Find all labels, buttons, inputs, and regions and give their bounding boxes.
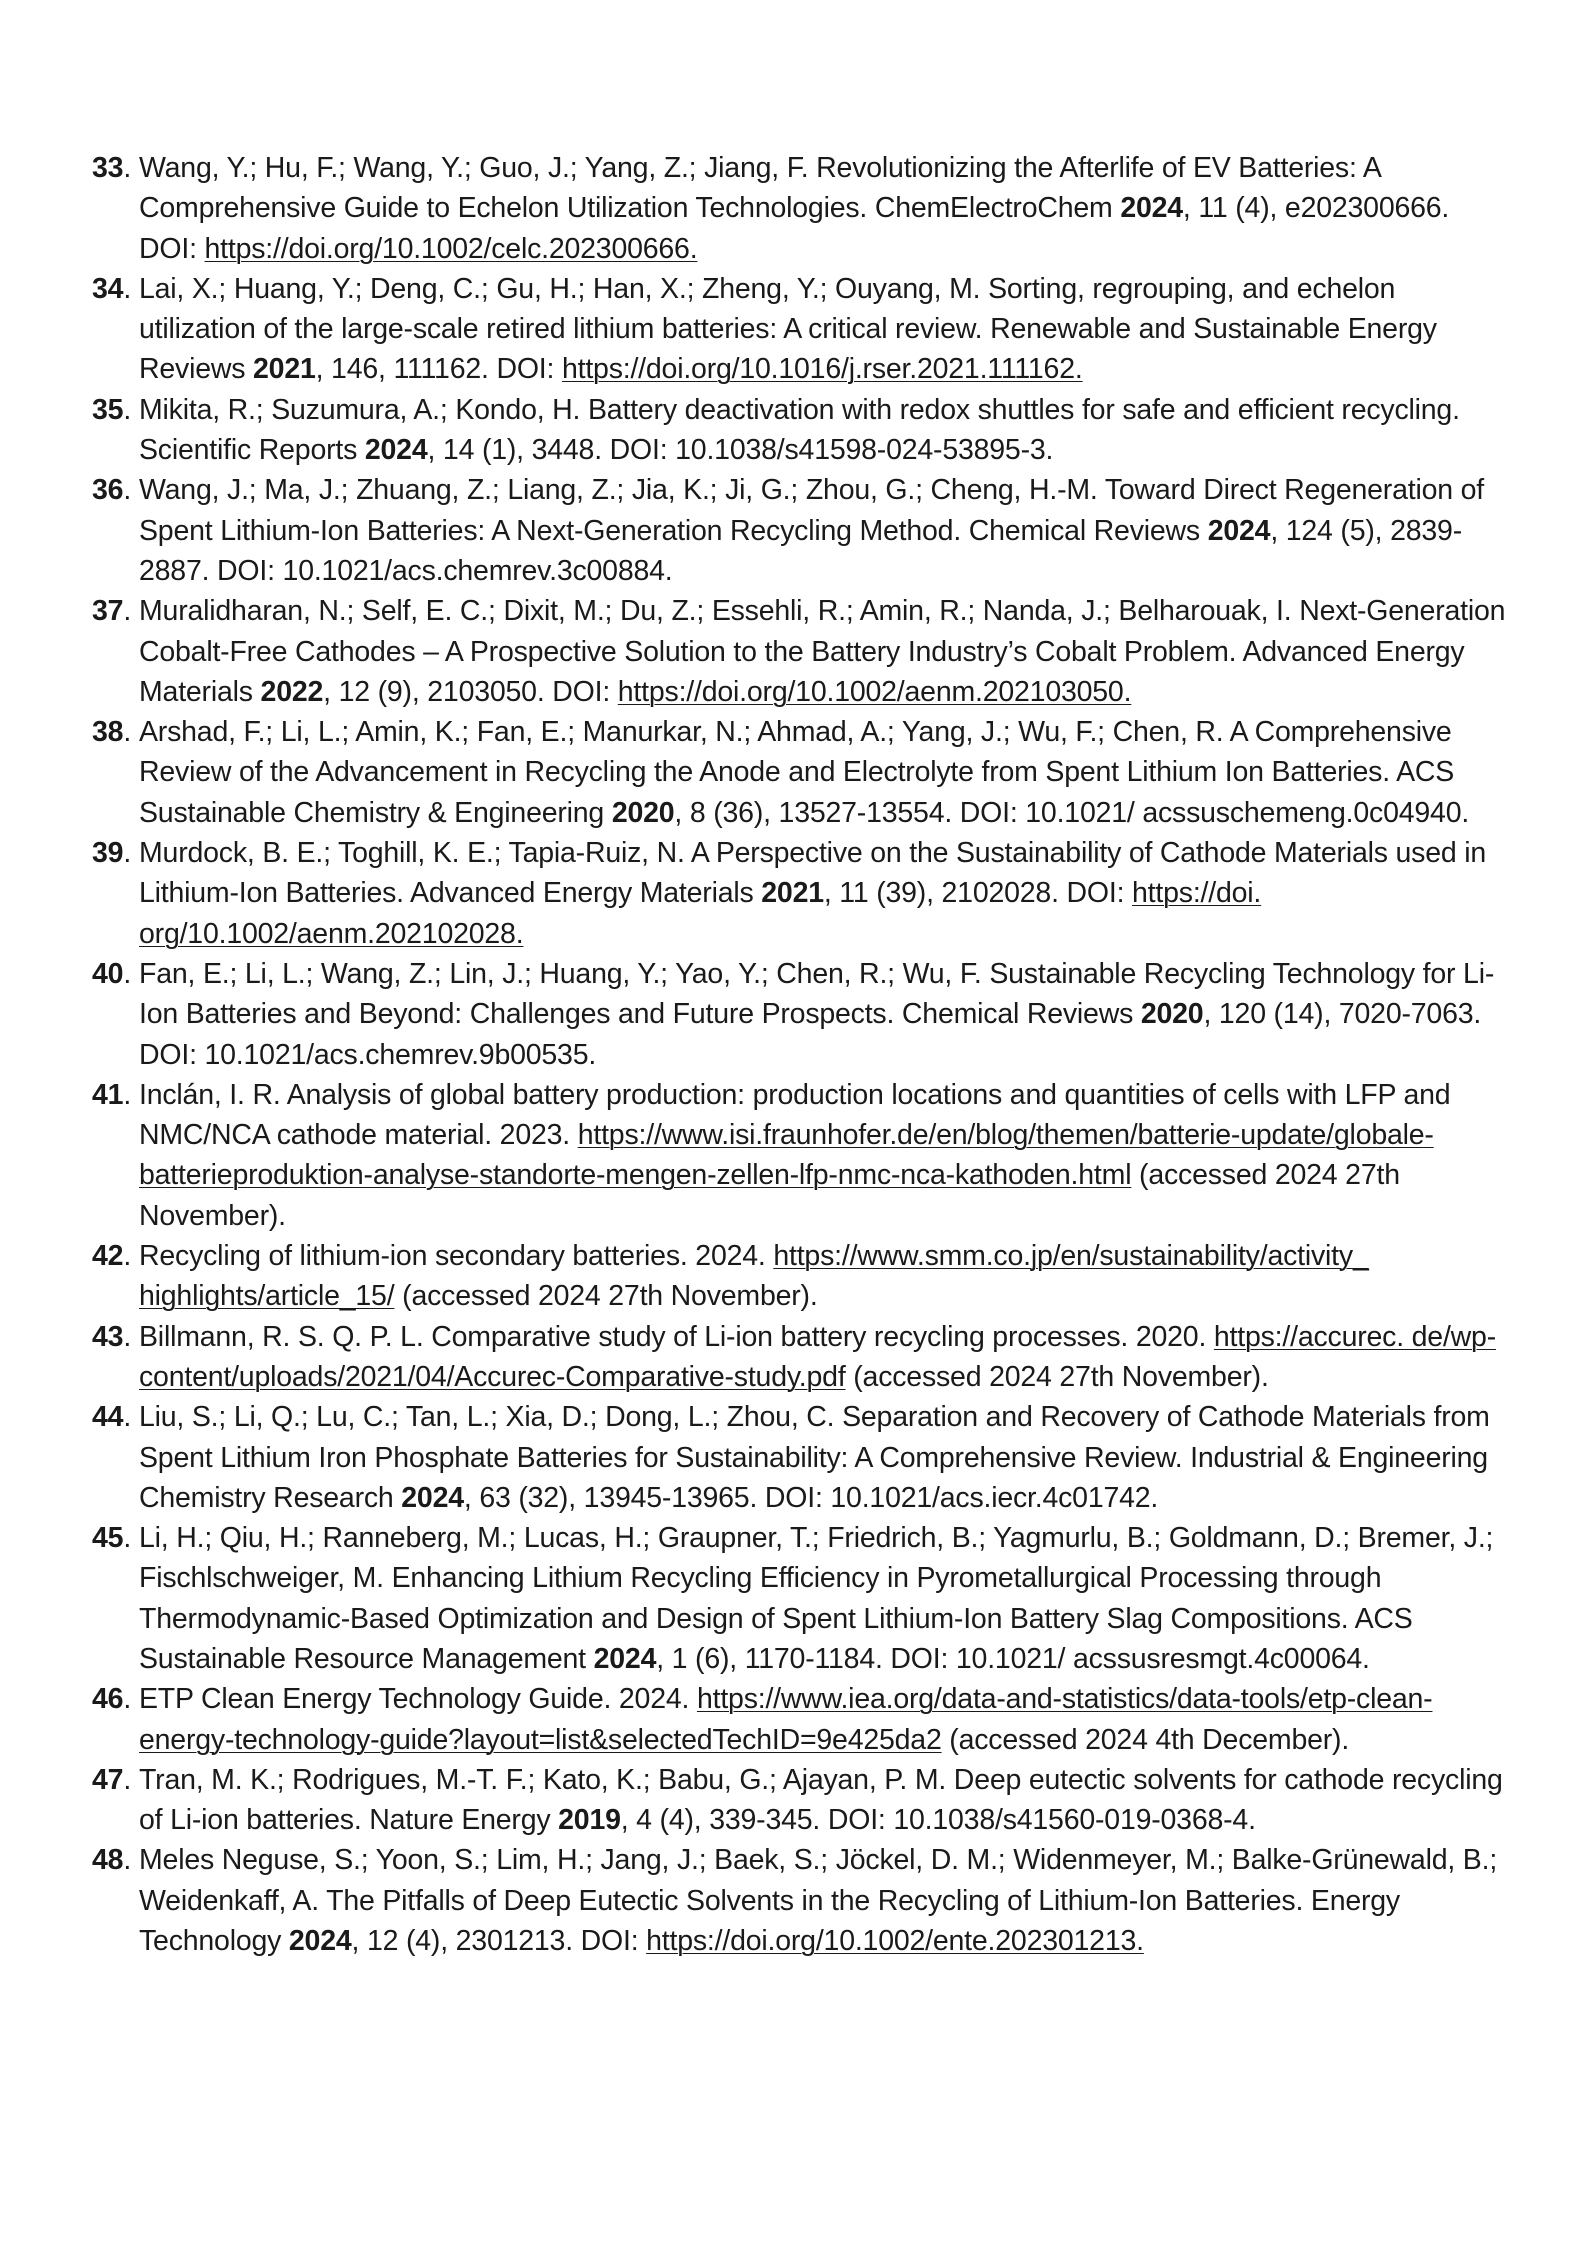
reference-text: Mikita, R.; Suzumura, A.; Kondo, H. Battery deactivation with redox shuttles for safe and efficient recycling. Scientific Reports	[139, 393, 1460, 467]
reference-text: Wang, J.; Ma, J.; Zhuang, Z.; Liang, Z.; Jia, K.; Ji, G.; Zhou, G.; Cheng, H.-M. Toward Direct Regeneration of Spent Lithium-Ion Batteries: A Next-Generation Recycling Method. Chemical Reviews	[139, 474, 1484, 547]
reference-number: 38.	[92, 716, 132, 749]
reference-number: 47.	[92, 1763, 132, 1796]
reference-year: 2020	[611, 796, 675, 829]
reference-details: , 11 (39), 2102028. DOI:	[823, 877, 1133, 910]
reference-text: Recycling of lithium-ion secondary batteries. 2024.	[139, 1240, 774, 1273]
reference-accessed: (accessed 2024 4th December).	[941, 1723, 1350, 1756]
reference-item	[92, 1075, 1512, 1236]
reference-list	[92, 148, 1512, 1961]
reference-item	[92, 833, 1512, 954]
reference-text: Arshad, F.; Li, L.; Amin, K.; Fan, E.; Manurkar, N.; Ahmad, A.; Yang, J.; Wu, F.; Chen, R. A Comprehensive Review of the Advancement in Recycling the Anode and Electrolyte from Spent Lithium Ion Batteries. ACS Sustainable Chemistry & Engineering	[139, 716, 1455, 829]
reference-number: 48.	[92, 1844, 132, 1877]
reference-text: Muralidharan, N.; Self, E. C.; Dixit, M.; Du, Z.; Essehli, R.; Amin, R.; Nanda, J.; Belharouak, I. Next-Generation Cobalt-Free Cathodes – A Prospective Solution to the Battery Industry’s Cobalt Problem. Advanced Energy Materials	[139, 595, 1506, 708]
reference-text: ETP Clean Energy Technology Guide. 2024.	[139, 1683, 697, 1716]
reference-number: 41.	[92, 1078, 132, 1111]
reference-link[interactable]: https://doi. org/10.1002/aenm.202102028.	[139, 877, 1262, 950]
reference-number: 39.	[92, 837, 132, 870]
reference-number: 43.	[92, 1320, 132, 1353]
reference-link[interactable]: https://doi.org/10.1002/aenm.202103050.	[617, 675, 1132, 708]
reference-item	[92, 1236, 1512, 1317]
reference-item	[92, 470, 1512, 591]
reference-number: 44.	[92, 1401, 132, 1434]
reference-item	[92, 1760, 1512, 1841]
reference-number: 46.	[92, 1683, 132, 1716]
reference-year: 2019	[558, 1804, 621, 1837]
reference-year: 2021	[253, 353, 316, 386]
reference-text: Tran, M. K.; Rodrigues, M.-T. F.; Kato, K.; Babu, G.; Ajayan, P. M. Deep eutectic solvents for cathode recycling of Li-ion batteries. Nature Energy	[139, 1763, 1503, 1837]
reference-accessed: (accessed 2024 27th November).	[394, 1280, 818, 1313]
reference-year: 2021	[761, 877, 824, 910]
reference-details: , 11 (4), e202300666. DOI:	[139, 192, 1450, 265]
reference-accessed: (accessed 2024 27th November).	[139, 1159, 1400, 1232]
reference-text: Billmann, R. S. Q. P. L. Comparative study of Li-ion battery recycling processes. 2020.	[139, 1320, 1214, 1353]
reference-year: 2024	[1120, 192, 1183, 225]
reference-year: 2020	[1140, 998, 1204, 1031]
reference-item	[92, 269, 1512, 390]
reference-item	[92, 1840, 1512, 1961]
reference-details: , 8 (36), 13527-13554. DOI: 10.1021/ acssuschemeng.0c04940.	[674, 796, 1470, 829]
reference-details: , 12 (4), 2301213. DOI:	[351, 1925, 647, 1958]
reference-item	[92, 390, 1512, 471]
reference-number: 37.	[92, 595, 132, 628]
reference-number: 34.	[92, 272, 132, 305]
reference-item	[92, 1397, 1512, 1518]
reference-year: 2024	[364, 434, 428, 467]
reference-link[interactable]: https://accurec. de/wp-content/uploads/2021/04/Accurec-Comparative-study.pdf	[139, 1320, 1497, 1393]
reference-text: Fan, E.; Li, L.; Wang, Z.; Lin, J.; Huang, Y.; Yao, Y.; Chen, R.; Wu, F. Sustainable Recycling Technology for Li-Ion Batteries and Beyond: Challenges and Future Prospects. Chemical Reviews	[139, 957, 1495, 1031]
reference-item	[92, 954, 1512, 1075]
reference-details: , 12 (9), 2103050. DOI:	[323, 675, 618, 708]
reference-details: , 146, 111162. DOI:	[315, 353, 562, 386]
reference-details: , 120 (14), 7020-7063. DOI: 10.1021/acs.chemrev.9b00535.	[139, 998, 1482, 1071]
reference-number: 45.	[92, 1522, 132, 1555]
reference-details: , 14 (1), 3448. DOI: 10.1038/s41598-024-53895-3.	[427, 434, 1054, 467]
reference-details: , 1 (6), 1170-1184. DOI: 10.1021/ acssusresmgt.4c00064.	[656, 1642, 1370, 1675]
reference-text: Wang, Y.; Hu, F.; Wang, Y.; Guo, J.; Yang, Z.; Jiang, F. Revolutionizing the Afterlife of EV Batteries: A Comprehensive Guide to Echelon Utilization Technologies. ChemElectroChem	[139, 152, 1381, 225]
reference-text: Murdock, B. E.; Toghill, K. E.; Tapia-Ruiz, N. A Perspective on the Sustainability of Cathode Materials used in Lithium-Ion Batteries. Advanced Energy Materials	[139, 837, 1487, 910]
reference-number: 40.	[92, 957, 132, 990]
reference-item	[92, 1317, 1512, 1398]
reference-text: Inclán, I. R. Analysis of global battery production: production locations and quantities of cells with LFP and NMC/NCA cathode material. 2023.	[139, 1078, 1451, 1152]
reference-number: 36.	[92, 474, 132, 507]
reference-text: Lai, X.; Huang, Y.; Deng, C.; Gu, H.; Han, X.; Zheng, Y.; Ouyang, M. Sorting, regrouping, and echelon utilization of the large-scale retired lithium batteries: A critical review. Renewable and Sustainable Energy Reviews	[139, 272, 1437, 386]
reference-link[interactable]: https://doi.org/10.1002/ente.202301213.	[646, 1925, 1144, 1958]
reference-year: 2024	[593, 1642, 657, 1675]
reference-details: , 4 (4), 339-345. DOI: 10.1038/s41560-019-0368-4.	[620, 1804, 1256, 1837]
reference-item	[92, 712, 1512, 833]
reference-text: Meles Neguse, S.; Yoon, S.; Lim, H.; Jang, J.; Baek, S.; Jöckel, D. M.; Widenmeyer, M.; Balke-Grünewald, B.; Weidenkaff, A. The Pitfalls of Deep Eutectic Solvents in the Recycling of Lithium-Ion Batteries. Energy Technology	[139, 1844, 1498, 1958]
reference-year: 2024	[401, 1481, 464, 1514]
reference-item	[92, 1518, 1512, 1679]
reference-number: 42.	[92, 1240, 132, 1273]
reference-year: 2022	[260, 675, 324, 708]
reference-number: 33.	[92, 152, 132, 184]
reference-link[interactable]: https://doi.org/10.1016/j.rser.2021.111162.	[561, 353, 1083, 386]
reference-item	[92, 148, 1512, 269]
reference-year: 2024	[288, 1925, 352, 1958]
reference-number: 35.	[92, 393, 132, 426]
reference-link[interactable]: https://www.iea.org/data-and-statistics/data-tools/etp-clean-energy-technology-guide?layout=list&selectedTechID=9e425da2	[139, 1683, 1433, 1756]
reference-year: 2024	[1207, 514, 1271, 547]
reference-accessed: (accessed 2024 27th November).	[845, 1360, 1269, 1393]
reference-item	[92, 591, 1512, 712]
reference-details: , 63 (32), 13945-13965. DOI: 10.1021/acs.iecr.4c01742.	[463, 1481, 1159, 1514]
reference-text: Li, H.; Qiu, H.; Ranneberg, M.; Lucas, H.; Graupner, T.; Friedrich, B.; Yagmurlu, B.; Goldmann, D.; Bremer, J.; Fischlschweiger, M. Enhancing Lithium Recycling Efficiency in Pyrometallurgical Processing through Thermodynamic-Based Optimization and Design of Spent Lithium-Ion Battery Slag Compositions. ACS Sustainable Resource Management	[139, 1522, 1494, 1675]
reference-text: Liu, S.; Li, Q.; Lu, C.; Tan, L.; Xia, D.; Dong, L.; Zhou, C. Separation and Recovery of Cathode Materials from Spent Lithium Iron Phosphate Batteries for Sustainability: A Comprehensive Review. Industrial & Engineering Chemistry Research	[139, 1401, 1490, 1514]
reference-link[interactable]: https://www.smm.co.jp/en/sustainability/activity_ highlights/article_15/	[139, 1240, 1369, 1313]
reference-item	[92, 1679, 1512, 1760]
reference-details: , 124 (5), 2839-2887. DOI: 10.1021/acs.chemrev.3c00884.	[139, 514, 1462, 587]
reference-link[interactable]: https://www.isi.fraunhofer.de/en/blog/themen/batterie-update/globale-batterieproduktion-analyse-standorte-mengen-zellen-lfp-nmc-nca-kathoden.html	[139, 1119, 1434, 1192]
reference-link[interactable]: https://doi.org/10.1002/celc.202300666.	[204, 232, 698, 265]
